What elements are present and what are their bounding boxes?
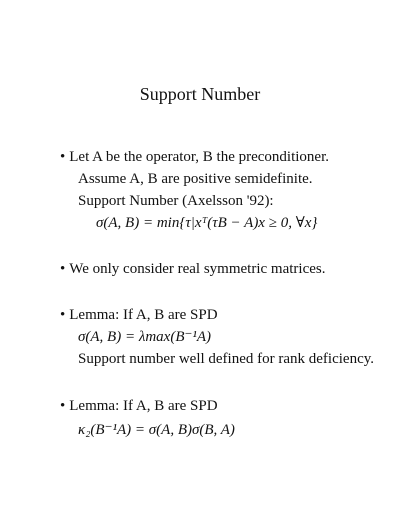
bullet-3-line-3: Support number well defined for rank deficiency.: [78, 351, 375, 367]
bullet-3-line-1: [60, 306, 218, 324]
bullet-3-text: Lemma: If A, B are SPD: [69, 307, 218, 323]
bullet-4-text: Lemma: If A, B are SPD: [69, 398, 218, 414]
bullet-2-line-1: [60, 260, 325, 278]
bullet-1-line-3: Support Number (Axelsson '92):: [78, 193, 274, 209]
lemma-2-formula: κ₂(B⁻¹A) = σ(A, B)σ(B, A): [78, 422, 235, 438]
slide-title: Support Number: [139, 84, 261, 104]
bullet-1-line-2: Assume A, B are positive semidefinite.: [78, 171, 313, 187]
bullet-dot: •: [60, 149, 66, 165]
bullet-dot: •: [60, 398, 66, 414]
bullet-dot: •: [60, 261, 66, 277]
support-number-definition: σ(A, B) = min{τ|xᵀ(τB − A)x ≥ 0, ∀x}: [96, 215, 318, 231]
bullet-4-line-1: [60, 397, 218, 415]
bullet-2-text: We only consider real symmetric matrices.: [69, 261, 326, 277]
lemma-1-formula: σ(A, B) = λmax(B⁻¹A): [78, 329, 212, 345]
bullet-dot: •: [60, 307, 66, 323]
bullet-1-line-1: [60, 148, 329, 166]
bullet-1-text: Let A be the operator, B the preconditioner.: [69, 149, 330, 165]
